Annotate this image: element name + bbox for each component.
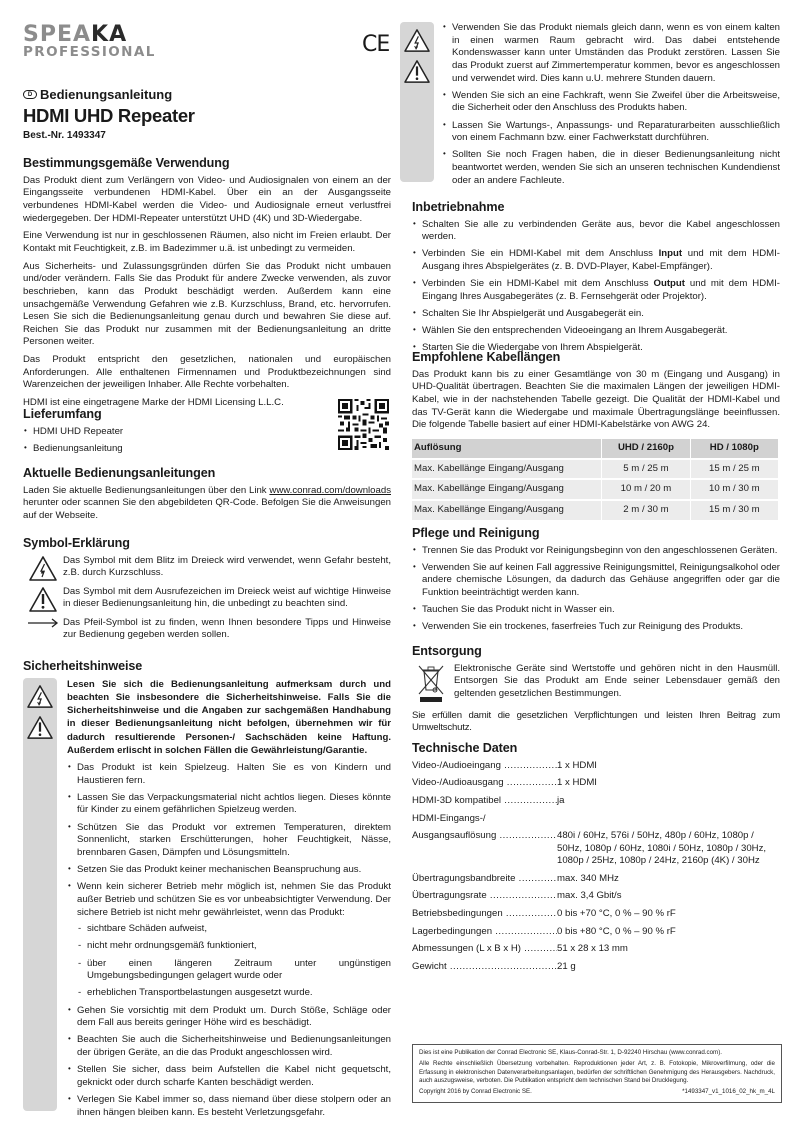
section-symbols	[23, 535, 391, 646]
paragraph: Aus Sicherheits- und Zulassungsgründen dürfen Sie das Produkt nicht umbauen und/oder verändern. Falls Sie das Produkt für andere Zwecke verwenden, als zuvor beschrieben, kann das Produkt beschädigt werden. Außerdem kann eine unsachgemäße Verwendung Gefahren wie z.B. Kurzschluss, Brand, etc. hervorrufen. Lesen Sie sich die Bedienungsanleitung genau durch und bewahren Sie diese auf. Reichen Sie das Produkt nur zusammen mit der Bedienungsanleitung an dritte Personen weiter.	[23, 260, 391, 348]
spec-label: Ausgangsauflösung .....	[412, 830, 557, 867]
spec-row	[412, 813, 780, 826]
spec-value: max. 340 MHz	[557, 872, 619, 884]
language-badge-icon: D	[23, 90, 37, 99]
list-item: • Setzen Sie das Produkt keiner mechanischen Beanspruchung aus.	[67, 864, 391, 877]
spec-label: Abmessungen (L x B x H) .....	[412, 943, 557, 956]
imprint-footer	[419, 1088, 775, 1096]
list-item: • Schalten Sie Ihr Abspielgerät und Ausgabegerät ein.	[412, 308, 780, 321]
spec-row	[412, 961, 780, 974]
column-header: HD / 1080p	[691, 439, 778, 458]
table-row	[412, 460, 778, 479]
exclamation-triangle-icon	[26, 715, 54, 740]
downloads-link[interactable]: www.conrad.com/downloads	[269, 484, 391, 496]
sub-list-item: - sichtbare Schäden aufweist,	[77, 923, 391, 936]
section-heading: Technische Daten	[412, 741, 518, 755]
safety-lead-text: Lesen Sie sich die Bedienungsanleitung aufmerksam durch und beachten Sie insbesondere die Sicherheitshinweise. Falls Sie die Sicherheitshinweise und die Angaben zur sachgemäßen Handhabung in dieser Bedienungsanleitung nicht befolgen, übernehmen wir für dadurch resultierende Personen-/ Sachschäden keine Haftung. Außerdem erlischt in solchen Fällen die Gewährleistung/Garantie.	[67, 678, 391, 756]
section-heading: Entsorgung	[412, 644, 482, 658]
spec-value: 1 x HDMI	[557, 777, 597, 789]
paragraph	[23, 485, 391, 523]
text: Laden Sie aktuelle Bedienungsanleitungen über den Link	[23, 484, 270, 496]
imprint-rights: Alle Rechte einschließlich Übersetzung vorbehalten. Reproduktionen jeder Art, z. B. Fotokopie, Mikroverfilmung, oder die Erfassung in elektronischen Datenverarbeitungsanlagen, bedürfen der schriftlichen Genehmigung des Herausgebers. Nachdruck, auch auszugsweise, verboten. Die Publikation entspricht dem technischen Stand bei Drucklegung.	[419, 1060, 775, 1085]
list-item: • Verwenden Sie das Produkt niemals gleich dann, wenn es von einem kalten in einen warmen Raum gebracht wird. Das dabei entstehende Kondenswasser kann unter Umständen das Produkt zerstören. Lassen Sie das Produkt zuerst auf Zimmertemperatur kommen, bevor es angeschlossen und verwendet wird. Dies kann u.U. mehrere Stunden dauern.	[442, 22, 780, 85]
symbol-description: Das Symbol mit dem Ausrufezeichen im Dreieck weist auf wichtige Hinweise in dieser Bedienungsanleitung hin, die unbedingt zu beachten sind.	[63, 585, 391, 610]
exclamation-triangle-icon	[403, 59, 431, 84]
imprint-publisher: Dies ist eine Publikation der Conrad Electronic SE, Klaus-Conrad-Str. 1, D-92240 Hirschau (www.conrad.com).	[419, 1049, 722, 1056]
section-current-manuals	[23, 465, 391, 528]
section-safety	[23, 658, 391, 1124]
table-cell: 2 m / 30 m	[602, 501, 689, 520]
spec-value: 480i / 60Hz, 576i / 50Hz, 480p / 60Hz, 1080p / 50Hz, 1080p / 60Hz, 1080i / 50Hz, 1080p / 30Hz, 1080p / 25Hz, 1080p / 24Hz, 2160p (4K) / 30Hz	[557, 830, 767, 867]
list-item: • Wählen Sie den entsprechenden Videoeingang an Ihrem Ausgabegerät.	[412, 325, 780, 338]
spec-value: ja	[557, 794, 565, 806]
input-port-label: Input	[658, 248, 683, 260]
spec-label: Gewicht .....	[412, 961, 557, 974]
symbol-row	[23, 617, 391, 642]
spec-value: 0 bis +70 °C, 0 % – 90 % rF	[557, 907, 676, 919]
crossed-out-bin-icon	[412, 663, 450, 706]
list-item: • Lassen Sie das Verpackungsmaterial nicht achtlos liegen. Dieses könnte für Kinder zu einem gefährlichen Spielzeug werden.	[67, 792, 391, 817]
safety-warning-box	[23, 678, 391, 1124]
spec-label: Video-/Audioausgang .....	[412, 777, 557, 790]
sub-list-item: - nicht mehr ordnungsgemäß funktioniert,	[77, 940, 391, 953]
list-item	[412, 248, 780, 273]
section-heading: Inbetriebnahme	[412, 200, 505, 214]
spec-label: Video-/Audioeingang .....	[412, 760, 557, 773]
table-cell: 10 m / 20 m	[602, 480, 689, 499]
table-cell: Max. Kabellänge Eingang/Ausgang	[412, 501, 601, 520]
brand-subline: PROFESSIONAL	[23, 44, 156, 60]
list-item: • Starten Sie die Wiedergabe von Ihrem Abspielgerät.	[412, 342, 780, 355]
list-item: • Verlegen Sie Kabel immer so, dass niemand über diese stolpern oder an ihnen hängen bleiben kann. Es besteht Verletzungsgefahr.	[67, 1094, 391, 1119]
list-item	[67, 881, 391, 1000]
qr-code-icon[interactable]	[338, 399, 389, 450]
column-header: UHD / 2160p	[602, 439, 689, 458]
spec-label: Lagerbedingungen .....	[412, 926, 557, 939]
section-setup	[412, 199, 780, 360]
table-cell: 15 m / 25 m	[691, 460, 778, 479]
spec-label: Betriebsbedingungen .....	[412, 908, 557, 921]
section-heading: Aktuelle Bedienungsanleitungen	[23, 466, 216, 480]
spec-value: 21 g	[557, 960, 576, 972]
list-item: • Stellen Sie sicher, dass beim Aufstellen die Kabel nicht gequetscht, geknickt oder durch scharfe Kanten beschädigt werden.	[67, 1064, 391, 1089]
lightning-triangle-icon	[403, 28, 431, 53]
list-item: • Beachten Sie auch die Sicherheitshinweise und Bedienungsanleitungen der übrigen Geräte, an die das Produkt angeschlossen wird.	[67, 1034, 391, 1059]
spec-row	[412, 908, 780, 921]
imprint-box	[412, 1044, 782, 1103]
spec-row	[412, 943, 780, 956]
sub-list-item: - über einen längeren Zeitraum unter ungünstigen Umgebungsbedingungen gelagert wurde oder	[77, 958, 391, 983]
spec-label: Übertragungsbandbreite .....	[412, 873, 557, 886]
list-item: • HDMI UHD Repeater	[23, 426, 391, 439]
spec-row	[412, 830, 780, 867]
sub-list-item: - erheblichen Transportbelastungen ausgesetzt wurde.	[77, 987, 391, 1000]
safety-content	[57, 678, 391, 1124]
spec-row	[412, 795, 780, 808]
text: Wenn kein sicherer Betrieb mehr möglich ist, nehmen Sie das Produkt außer Betrieb und schützen Sie es vor unbeabsichtigter Verwendung. Der sichere Betrieb ist nicht mehr gewährleistet, wenn das Produkt:	[77, 881, 391, 918]
spec-value: 0 bis +80 °C, 0 % – 90 % rF	[557, 925, 676, 937]
table-cell: 15 m / 30 m	[691, 501, 778, 520]
cable-length-table	[411, 437, 779, 522]
text: Verbinden Sie ein HDMI-Kabel mit dem Anschluss	[422, 248, 659, 260]
table-row	[412, 501, 778, 520]
page-title: HDMI UHD Repeater	[23, 105, 195, 126]
spec-row	[412, 760, 780, 773]
table-cell: Max. Kabellänge Eingang/Ausgang	[412, 460, 601, 479]
paragraph: HDMI ist eine eingetragene Marke der HDMI Licensing L.L.C.	[23, 397, 284, 409]
paragraph: Das Produkt dient zum Verlängern von Video- und Audiosignalen von einem an der Eingangsseite verbundenen HDMI-Kabel. Über ein an der Ausgangsseite verbundenes HDMI-Kabel werden die Video- und Audiosignale erneut verlustfrei wiedergegeben. Der HDMI-Repeater unterstützt UHD (4K) und 3D-Wiedergabe.	[23, 174, 391, 224]
table-cell: 5 m / 25 m	[602, 460, 689, 479]
disposal-row	[412, 663, 780, 706]
spec-label: HDMI-Eingangs-/	[412, 812, 486, 824]
list-item: • Verwenden Sie auf keinen Fall aggressive Reinigungsmittel, Reinigungsalkohol oder andere chemische Lösungen, da dadurch das Gehäuse angegriffen oder gar die Funktion beeinträchtigt werden kann.	[412, 562, 780, 600]
text: und mit dem HDMI-Eingang Ihres Ausgabegerätes (z. B. Fernsehgerät oder Projektor).	[422, 278, 780, 302]
exclamation-triangle-icon	[23, 586, 63, 613]
paragraph: Elektronische Geräte sind Wertstoffe und gehören nicht in den Hausmüll. Entsorgen Sie das Produkt am Ende seiner Lebensdauer gemäß den geltenden gesetzlichen Bestimmungen.	[454, 662, 780, 699]
ce-mark-icon: CE	[362, 32, 390, 57]
list-item: • Schützen Sie das Produkt vor extremen Temperaturen, direktem Sonnenlicht, starken Erschütterungen, hoher Feuchtigkeit, Nässe, brennbaren Gasen, Dämpfen und Lösungsmitteln.	[67, 822, 391, 860]
text: und mit dem HDMI-Ausgang ihres Abspielgerätes (z. B. DVD-Player, Kabel-Empfänger).	[422, 248, 780, 273]
paragraph: Das Produkt kann bis zu einer Gesamtlänge von 30 m (Eingang und Ausgang) in UHD-Qualität übertragen. Beachten Sie die maximalen Längen der jeweiligen HDMI-Kabel, wie in der nachstehenden Tabelle gezeigt. Die Qualität der HDMI-Kabel und das TV-Gerät kann die Wiedergabe und maximale Übertragungslänge beeinflussen. Die folgende Tabelle basiert auf einer HDMI-Kabelstärke von AWG 24.	[412, 368, 780, 431]
section-disposal	[412, 643, 780, 740]
section-technical-data	[412, 740, 780, 979]
list-item: • Bedienungsanleitung	[23, 443, 391, 456]
doc-type	[23, 86, 172, 103]
list-item: • Tauchen Sie das Produkt nicht in Wasser ein.	[412, 604, 780, 617]
spec-label: HDMI-3D kompatibel .....	[412, 795, 557, 808]
list-item: • Sollten Sie noch Fragen haben, die in dieser Bedienungsanleitung nicht beantwortet werden, wenden Sie sich an unseren technischen Kundendienst oder an andere Fachleute.	[442, 149, 780, 187]
arrow-right-icon	[23, 617, 63, 629]
list-item: • Lassen Sie Wartungs-, Anpassungs- und Reparaturarbeiten ausschließlich von einem Fachmann bzw. einer Fachwerkstatt durchführen.	[442, 120, 780, 145]
warning-sidebar	[400, 22, 434, 182]
document-code: *1493347_v1_1016_02_hk_m_4L	[682, 1088, 775, 1096]
lightning-triangle-icon	[23, 555, 63, 582]
doc-type-label: Bedienungsanleitung	[40, 87, 173, 102]
section-scope-of-delivery	[23, 406, 391, 460]
spec-label: Übertragungsrate .....	[412, 890, 557, 903]
section-intended-use	[23, 155, 391, 415]
list-item: • Schalten Sie alle zu verbindenden Geräte aus, bevor die Kabel angeschlossen werden.	[412, 219, 780, 244]
text: herunter oder scannen Sie den abgebildeten QR-Code. Befolgen Sie die Anweisungen auf der Webseite.	[23, 497, 391, 521]
spec-row	[412, 926, 780, 939]
section-heading: Lieferumfang	[23, 407, 102, 421]
output-port-label: Output	[653, 278, 685, 290]
section-heading: Pflege und Reinigung	[412, 526, 540, 540]
table-cell: Max. Kabellänge Eingang/Ausgang	[412, 480, 601, 499]
spec-row	[412, 890, 780, 903]
section-heading: Empfohlene Kabellängen	[412, 350, 561, 364]
section-heading: Sicherheitshinweise	[23, 659, 143, 673]
list-item: • Wenden Sie sich an eine Fachkraft, wenn Sie Zweifel über die Arbeitsweise, die Sicherheit oder den Anschluss des Produkts haben.	[442, 90, 780, 115]
symbol-description: Das Pfeil-Symbol ist zu finden, wenn Ihnen besondere Tipps und Hinweise zur Bedienung gegeben werden sollen.	[63, 616, 391, 641]
table-cell: 10 m / 30 m	[691, 480, 778, 499]
list-item: • Gehen Sie vorsichtig mit dem Produkt um. Durch Stöße, Schläge oder dem Fall aus bereits geringer Höhe wird es beschädigt.	[67, 1005, 391, 1030]
safety-warning-box	[412, 22, 780, 192]
section-heading: Bestimmungsgemäße Verwendung	[23, 156, 230, 170]
section-safety-continued	[412, 22, 780, 192]
copyright: Copyright 2016 by Conrad Electronic SE.	[419, 1088, 532, 1096]
safety-content	[434, 22, 780, 192]
text: Verbinden Sie ein HDMI-Kabel mit dem Anschluss	[422, 278, 654, 290]
list-item: • Verwenden Sie ein trockenes, faserfreies Tuch zur Reinigung des Produkts.	[412, 621, 780, 634]
spec-value: 51 x 28 x 13 mm	[557, 943, 628, 955]
symbol-row	[23, 555, 391, 582]
lightning-triangle-icon	[26, 684, 54, 709]
table-row	[412, 480, 778, 499]
symbol-row	[23, 586, 391, 613]
paragraph: Das Produkt entspricht den gesetzlichen, nationalen und europäischen Anforderungen. Alle enthaltenen Firmennamen und Produktbezeichnungen sind Warenzeichen der jeweiligen Inhaber. Alle Rechte vorbehalten.	[23, 354, 391, 391]
spec-row	[412, 777, 780, 790]
section-heading: Symbol-Erklärung	[23, 536, 130, 550]
spec-row	[412, 873, 780, 886]
brand-dark: KA	[91, 22, 128, 47]
table-header-row	[412, 439, 778, 458]
order-number: Best.-Nr. 1493347	[23, 130, 106, 141]
brand-light: SPEA	[23, 22, 92, 47]
section-cable-lengths	[412, 349, 780, 522]
list-item: • Trennen Sie das Produkt vor Reinigungsbeginn von den angeschlossenen Geräten.	[412, 545, 780, 558]
spec-value: max. 3,4 Gbit/s	[557, 890, 622, 902]
column-header: Auflösung	[412, 439, 601, 458]
paragraph: Sie erfüllen damit die gesetzlichen Verpflichtungen und leisten Ihren Beitrag zum Umweltschutz.	[412, 709, 780, 734]
section-care	[412, 525, 780, 639]
symbol-description: Das Symbol mit dem Blitz im Dreieck wird verwendet, wenn Gefahr besteht, z.B. durch Kurzschluss.	[63, 554, 391, 579]
spec-value: 1 x HDMI	[557, 759, 597, 771]
speaka-professional-logo	[23, 22, 163, 60]
list-item	[412, 278, 780, 303]
warning-sidebar	[23, 678, 57, 1111]
paragraph: Eine Verwendung ist nur in geschlossenen Räumen, also nicht im Freien erlaubt. Der Kontakt mit Feuchtigkeit, z.B. im Badezimmer u.ä. ist unbedingt zu vermeiden.	[23, 230, 391, 254]
list-item: • Das Produkt ist kein Spielzeug. Halten Sie es von Kindern und Haustieren fern.	[67, 762, 391, 787]
